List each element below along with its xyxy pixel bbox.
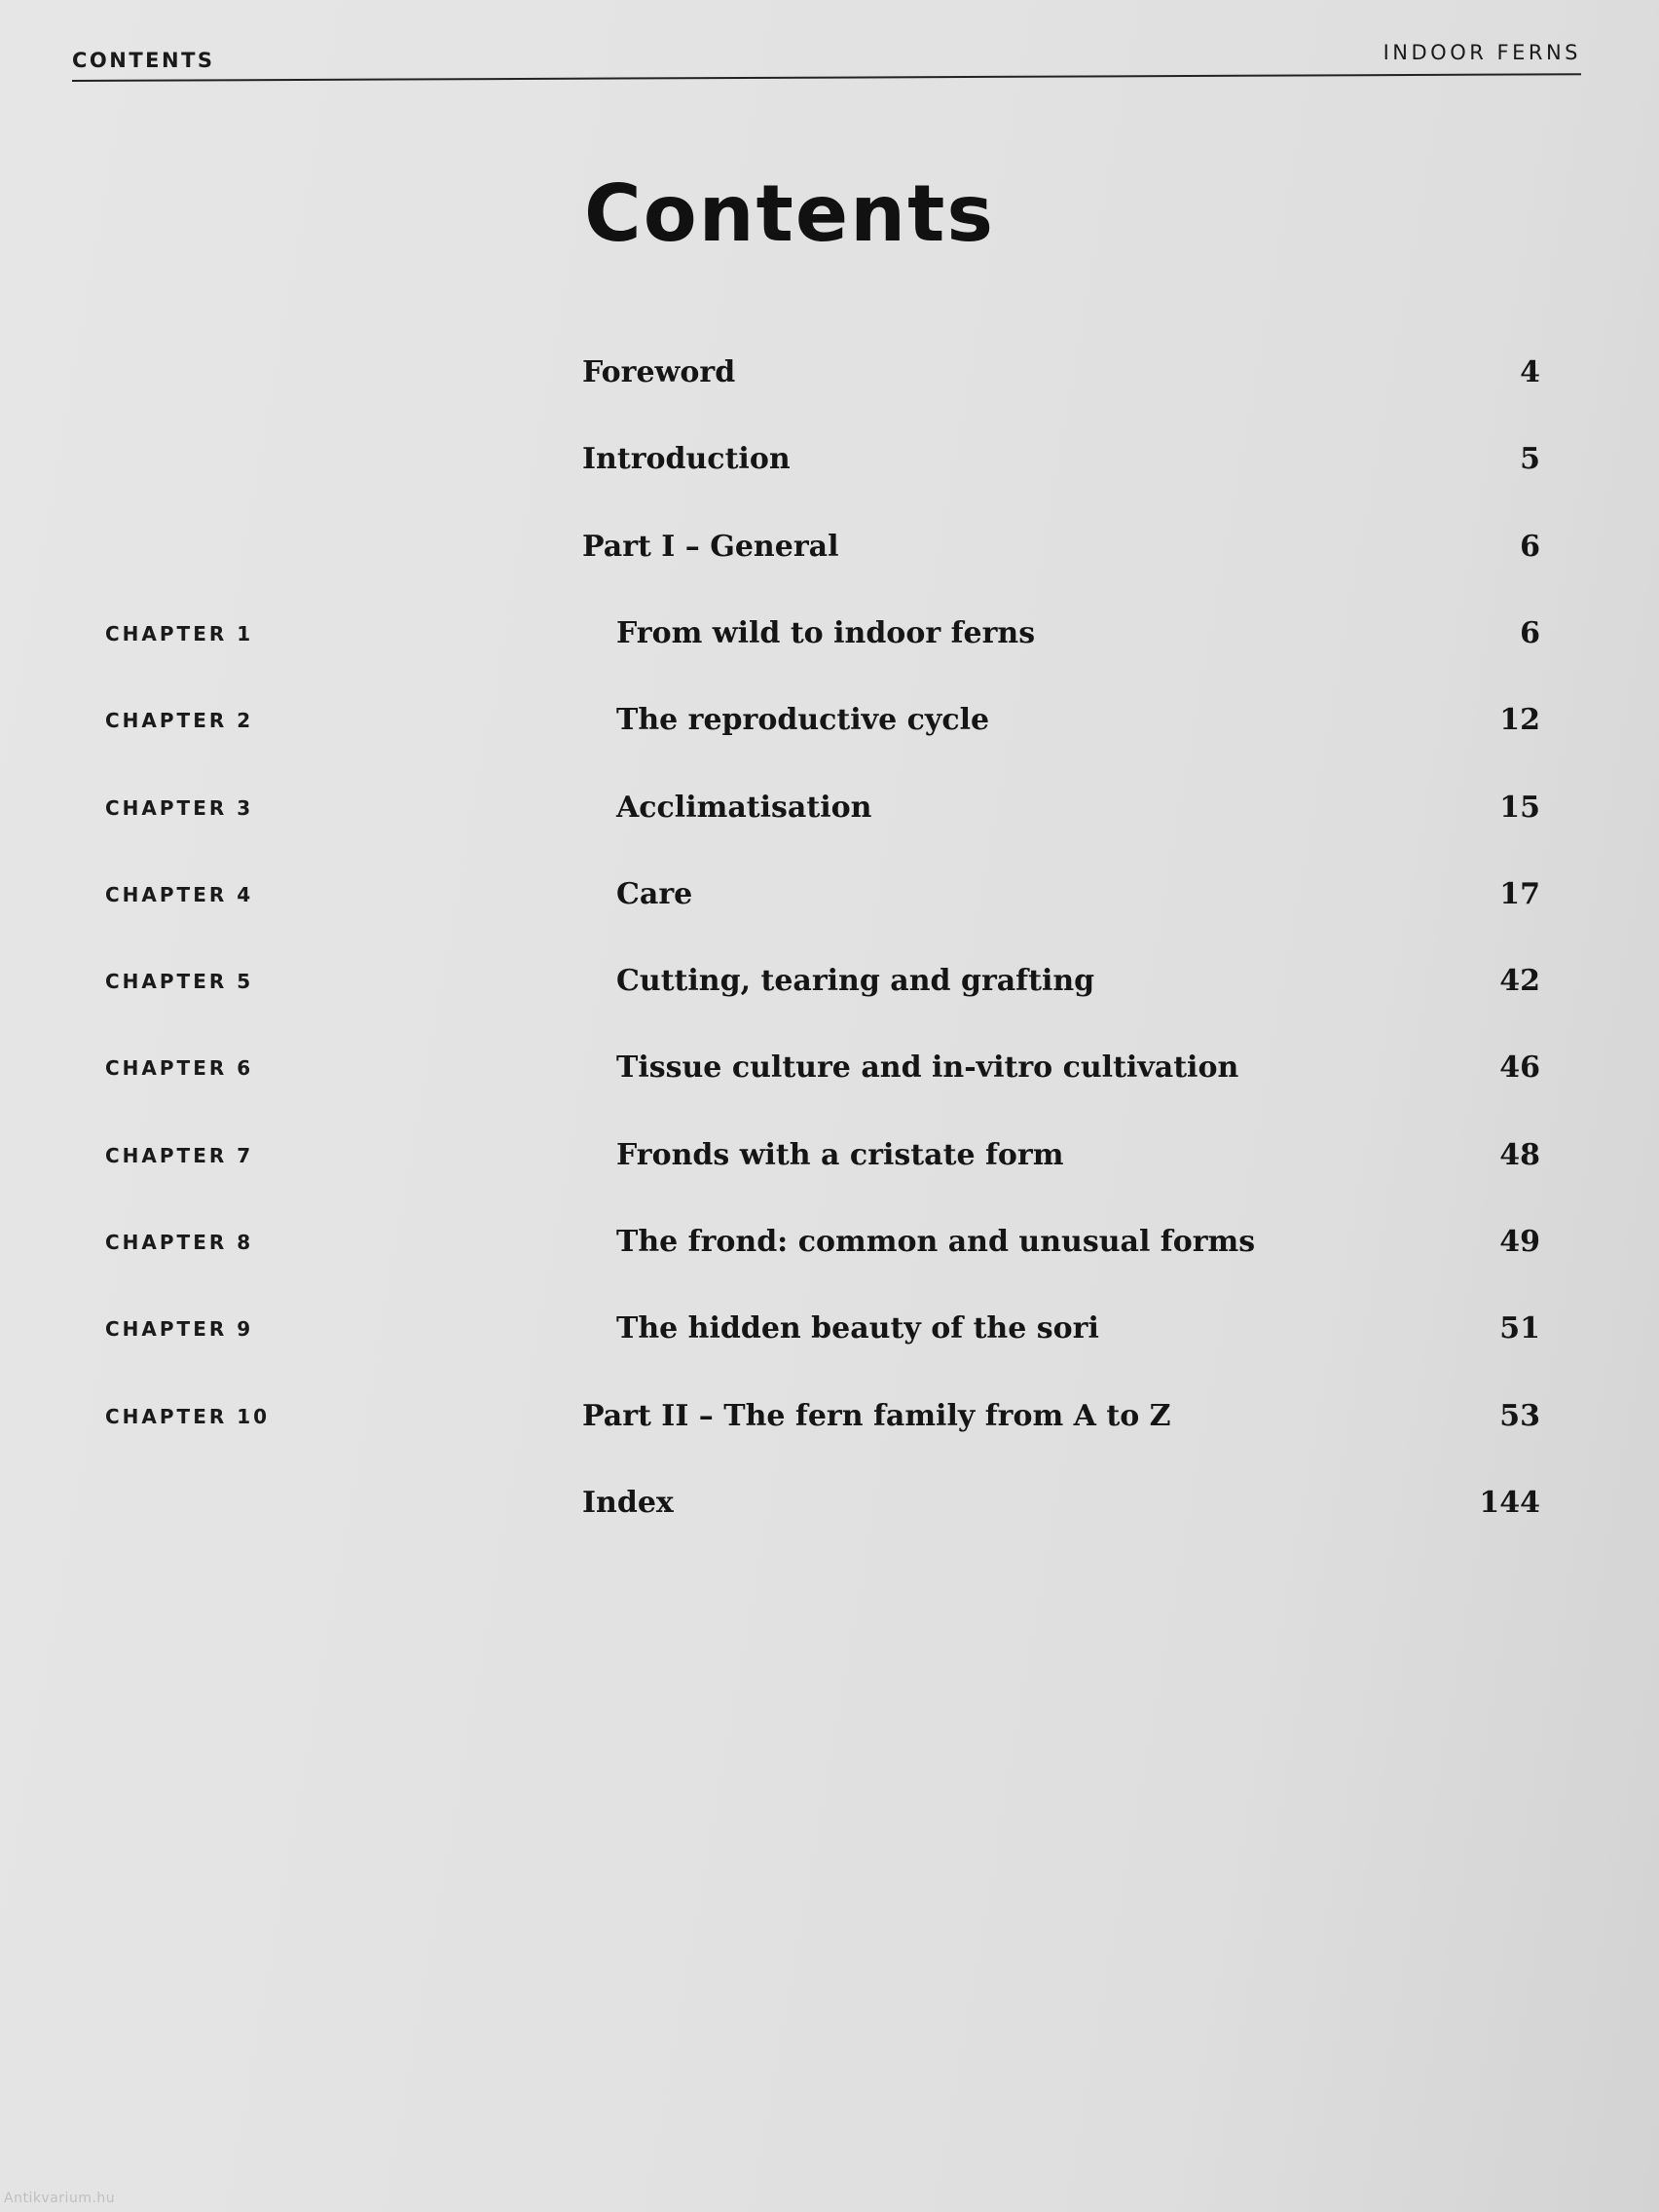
entry-page-number: 51: [1499, 1311, 1540, 1346]
entry-title: The reproductive cycle: [616, 703, 990, 737]
entry-page-number: 46: [1499, 1051, 1540, 1085]
chapter-label: CHAPTER 9: [105, 1317, 254, 1341]
toc-entry[interactable]: [0, 1131, 1659, 1180]
chapter-label: CHAPTER 3: [105, 796, 254, 820]
toc-entry[interactable]: [0, 1305, 1659, 1353]
entry-title: Tissue culture and in-vitro cultivation: [616, 1051, 1239, 1085]
entry-title: Part I – General: [582, 530, 839, 564]
entry-page-number: 12: [1499, 703, 1540, 737]
entry-title: Acclimatisation: [616, 791, 872, 825]
header-rule: [72, 73, 1581, 82]
toc-entry[interactable]: [0, 523, 1659, 571]
toc-entry[interactable]: [0, 1392, 1659, 1441]
entry-page-number: 53: [1499, 1399, 1540, 1433]
chapter-label: CHAPTER 2: [105, 709, 254, 732]
toc-entry[interactable]: [0, 609, 1659, 658]
toc-entry[interactable]: [0, 870, 1659, 919]
entry-title: Care: [616, 877, 693, 911]
entry-title: The hidden beauty of the sori: [616, 1311, 1099, 1346]
toc-entry[interactable]: [0, 1479, 1659, 1528]
entry-title: Index: [582, 1486, 674, 1520]
entry-page-number: 15: [1499, 791, 1540, 825]
entry-title: Cutting, tearing and grafting: [616, 964, 1095, 998]
entry-page-number: 6: [1520, 530, 1540, 564]
toc-entry[interactable]: [0, 696, 1659, 745]
entry-page-number: 17: [1499, 877, 1540, 911]
entry-page-number: 5: [1520, 442, 1540, 476]
entry-page-number: 42: [1499, 964, 1540, 998]
entry-page-number: 48: [1499, 1138, 1540, 1172]
watermark: Antikvarium.hu: [4, 2191, 116, 2206]
entry-page-number: 4: [1520, 355, 1540, 389]
entry-title: Part II – The fern family from A to Z: [582, 1399, 1171, 1433]
entry-page-number: 144: [1479, 1486, 1540, 1520]
toc-entry[interactable]: [0, 957, 1659, 1006]
chapter-label: CHAPTER 6: [105, 1056, 254, 1080]
entry-title: Introduction: [582, 442, 791, 476]
entry-page-number: 6: [1520, 616, 1540, 650]
running-head-section: CONTENTS: [72, 49, 215, 72]
chapter-label: CHAPTER 7: [105, 1144, 254, 1167]
page-title: Contents: [584, 168, 995, 259]
chapter-label: CHAPTER 4: [105, 883, 254, 906]
running-head-book-title: INDOOR FERNS: [1382, 41, 1581, 64]
entry-title: The frond: common and unusual forms: [616, 1225, 1256, 1259]
entry-page-number: 49: [1499, 1225, 1540, 1259]
entry-title: Foreword: [582, 355, 736, 389]
toc-entry[interactable]: [0, 1218, 1659, 1267]
toc-entry[interactable]: [0, 1044, 1659, 1092]
entry-title: Fronds with a cristate form: [616, 1138, 1064, 1172]
entry-title: From wild to indoor ferns: [616, 616, 1036, 650]
chapter-label: CHAPTER 5: [105, 970, 254, 993]
chapter-label: CHAPTER 1: [105, 622, 254, 645]
chapter-label: CHAPTER 8: [105, 1231, 254, 1254]
chapter-label: CHAPTER 10: [105, 1405, 271, 1428]
toc-entry[interactable]: [0, 784, 1659, 832]
toc-entry[interactable]: [0, 349, 1659, 397]
toc-entry[interactable]: [0, 435, 1659, 484]
